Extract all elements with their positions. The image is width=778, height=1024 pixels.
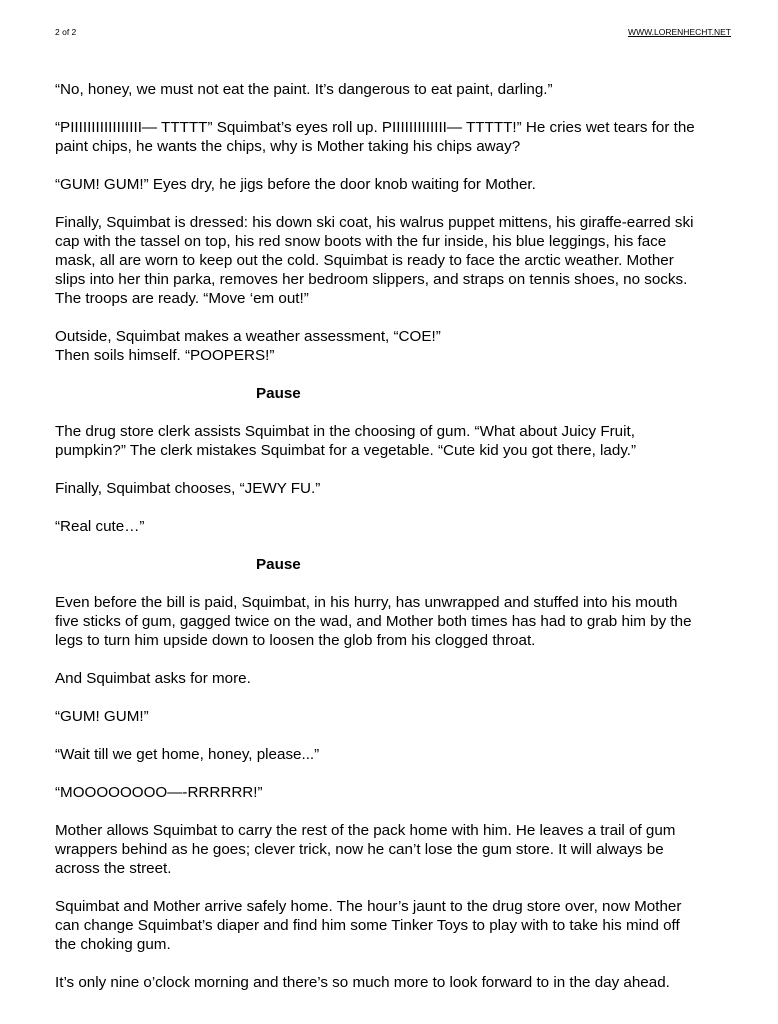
paragraph: Finally, Squimbat is dressed: his down ski coat, his walrus puppet mittens, his giraffe-earred ski cap with the tassel on top, his red snow boots with the fur inside, his blue leggings, his face mask, all are worn to keep out the cold. Squimbat is ready to face the arctic weather. Mother slips into her thin parka, removes her bedroom slippers, and straps on tennis shoes, no socks. The troops are ready. “Move ‘em out!” [55, 214, 694, 307]
section-break-heading: Pause [256, 385, 301, 402]
paragraph: And Squimbat asks for more. [55, 670, 251, 687]
paragraph: “Real cute…” [55, 518, 145, 535]
section-break-heading: Pause [256, 556, 301, 573]
paragraph: “GUM! GUM!” Eyes dry, he jigs before the door knob waiting for Mother. [55, 176, 536, 193]
paragraph: Mother allows Squimbat to carry the rest of the pack home with him. He leaves a trail of gum wrappers behind as he goes; clever trick, now he can’t lose the gum store. It will always be across the street. [55, 822, 676, 877]
paragraph: “No, honey, we must not eat the paint. It’s dangerous to eat paint, darling.” [55, 81, 553, 98]
paragraph: “MOOOOOOOO—-RRRRRR!” [55, 784, 263, 801]
paragraph: Squimbat and Mother arrive safely home. The hour’s jaunt to the drug store over, now Mother can change Squimbat’s diaper and find him some Tinker Toys to play with to take his mind off the choking gum. [55, 898, 682, 953]
paragraph: “GUM! GUM!” [55, 708, 149, 725]
page-header [55, 26, 731, 38]
paragraph: Finally, Squimbat chooses, “JEWY FU.” [55, 480, 321, 497]
document-body [55, 80, 730, 992]
paragraph: Outside, Squimbat makes a weather assessment, “COE!” Then soils himself. “POOPERS!” [55, 328, 441, 364]
paragraph: Even before the bill is paid, Squimbat, in his hurry, has unwrapped and stuffed into his mouth five sticks of gum, gagged twice on the wad, and Mother both times has had to grab him by the legs to turn him upside down to loosen the glob from his clogged throat. [55, 594, 692, 649]
paragraph: The drug store clerk assists Squimbat in the choosing of gum. “What about Juicy Fruit, pumpkin?” The clerk mistakes Squimbat for a vegetable. “Cute kid you got there, lady.” [55, 423, 637, 459]
paragraph: “Wait till we get home, honey, please...” [55, 746, 320, 763]
paragraph: It’s only nine o’clock morning and there’s so much more to look forward to in the day ahead. [55, 974, 670, 991]
paragraph: “PIIIIIIIIIIIIIIIII— TTTTT” Squimbat’s eyes roll up. PIIIIIIIIIIIII— TTTTT!” He cries wet tears for the paint chips, he wants the chips, why is Mother taking his chips away? [55, 119, 695, 155]
page-number: 2 of 2 [55, 27, 77, 37]
site-link[interactable]: WWW.LORENHECHT.NET [628, 27, 731, 37]
